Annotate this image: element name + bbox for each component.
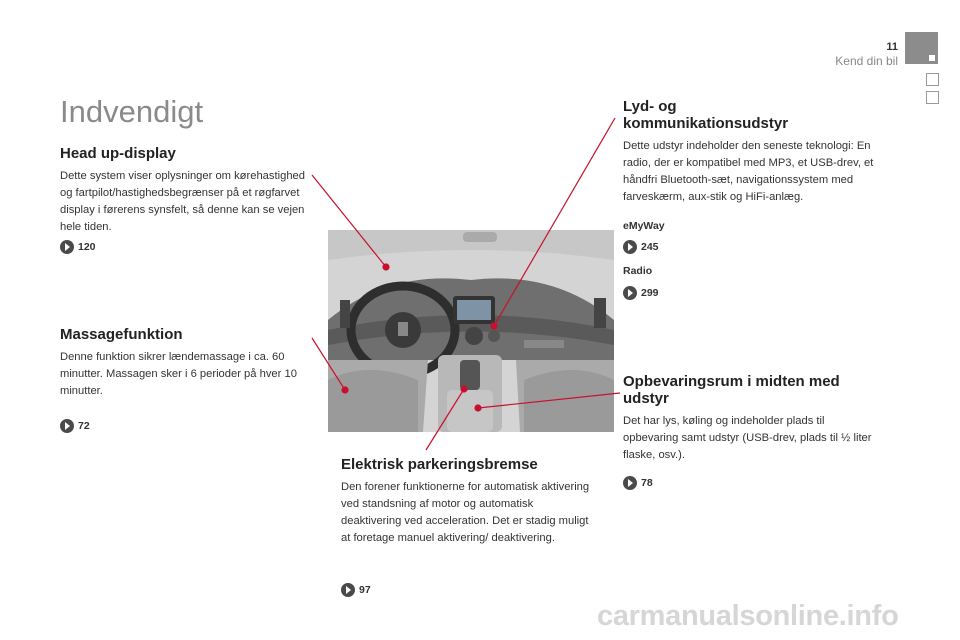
callout-line-parking-brake <box>426 389 464 450</box>
arrow-icon <box>623 286 637 300</box>
radio-label: Radio <box>623 265 653 277</box>
section-text: Det har lys, køling og indeholder plads til opbevaring samt udstyr (USB-drev, plads til ½ liter flaske, osv.). <box>623 415 872 461</box>
arrow-icon <box>341 583 355 597</box>
page-reference[interactable] <box>341 583 371 597</box>
page-number: 11 <box>886 41 898 53</box>
page-reference[interactable] <box>623 240 659 254</box>
section-storage <box>623 373 878 464</box>
page-reference[interactable] <box>623 476 653 490</box>
page-reference-number: 299 <box>641 287 659 299</box>
callout-dot-audio <box>491 323 497 329</box>
section-text: Den forener funktionerne for automatisk aktivering ved standsning af motor og automatisk deaktivering ved acceleration. Det er stadig muligt at foretage manuel aktivering/ deaktivering. <box>341 481 590 544</box>
watermark: carmanualsonline.info <box>597 600 899 632</box>
callout-dot-massage <box>342 387 348 393</box>
emyway-label: eMyWay <box>623 220 665 232</box>
page-reference-number: 97 <box>359 584 371 596</box>
arrow-icon <box>623 476 637 490</box>
section-heading: Lyd- og kommunikationsudstyr <box>623 98 789 132</box>
page-reference-number: 72 <box>78 420 90 432</box>
callout-line-storage <box>478 393 620 408</box>
section-heading: Elektrisk parkeringsbremse <box>341 456 538 473</box>
section-heading: Opbevaringsrum i midten med udstyr <box>623 373 840 407</box>
callout-line-head-up <box>312 175 386 267</box>
section-audio <box>623 98 878 206</box>
arrow-icon <box>623 240 637 254</box>
chapter-title: Kend din bil <box>835 54 898 68</box>
section-heading: Massagefunktion <box>60 326 183 343</box>
section-text: Dette system viser oplysninger om kørehastighed og fartpilot/hastighedsbegrænser på et røgfarvet display i førerens synsfelt, så denne kan se vejen hele tiden. <box>60 170 305 233</box>
callout-dot-parking-brake <box>461 386 467 392</box>
section-text: Denne funktion sikrer lændemassage i ca. 60 minutter. Massagen sker i 6 perioder på hver 10 minutter. <box>60 351 297 397</box>
section-parking-brake <box>341 456 596 547</box>
callout-line-audio <box>494 118 615 326</box>
section-text: Dette udstyr indeholder den seneste teknologi: En radio, der er kompatibel med MP3, et USB-drev, et håndfri Bluetooth-sæt, navigationssystem med farveskærm, aux-stik og HiFi-anlæg. <box>623 140 874 203</box>
callout-dot-storage <box>475 405 481 411</box>
page-reference-number: 120 <box>78 241 96 253</box>
page-title: Indvendigt <box>60 94 204 129</box>
callout-dot-head-up <box>383 264 389 270</box>
page-reference-number: 245 <box>641 241 659 253</box>
page-reference[interactable] <box>623 286 659 300</box>
callout-line-massage <box>312 338 345 390</box>
page-reference-number: 78 <box>641 477 653 489</box>
section-heading: Head up-display <box>60 145 176 162</box>
